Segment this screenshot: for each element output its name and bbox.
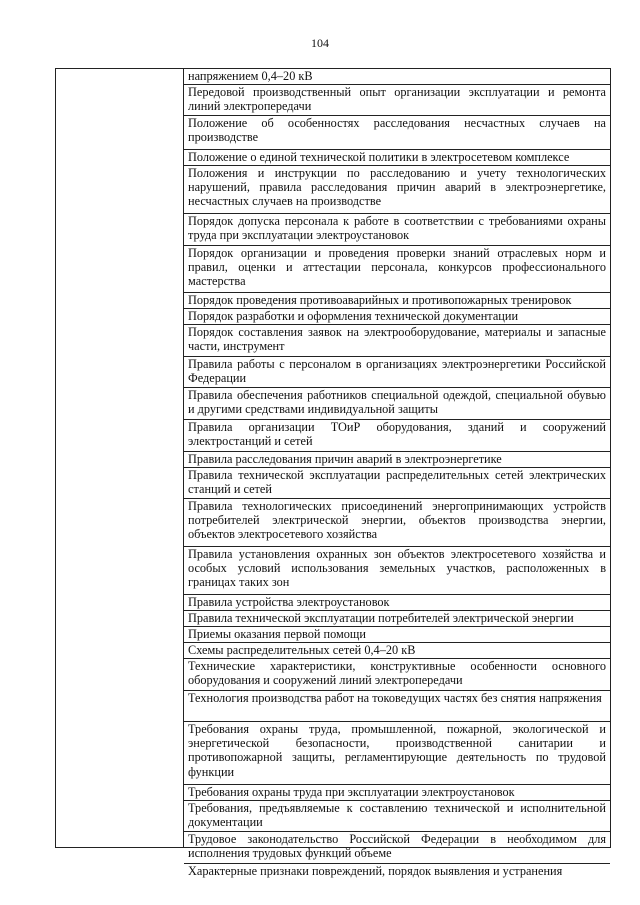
row-text: Положение о единой технической политики в электросетевом комплексе (188, 150, 570, 164)
row-text: Приемы оказания первой помощи (188, 627, 366, 641)
row-text: Требования, предъявляемые к составлению технической и исполнительной документации (188, 801, 606, 830)
table-row (184, 611, 610, 627)
row-text: напряжением 0,4–20 кВ (188, 69, 313, 83)
table-row (184, 452, 610, 468)
table-row (184, 722, 610, 785)
row-text: Технические характеристики, конструктивные особенности основного оборудования и сооружений линий электропередачи (188, 659, 606, 688)
table-row (184, 116, 610, 150)
row-text: Характерные признаки повреждений, порядок выявления и устранения (188, 864, 563, 878)
table-row (184, 293, 610, 309)
table-rows (184, 69, 610, 880)
table-row (184, 801, 610, 832)
row-text: Правила обеспечения работников специальной одеждой, специальной обувью и другими средствами индивидуальной защиты (188, 388, 606, 417)
row-text: Схемы распределительных сетей 0,4–20 кВ (188, 643, 416, 657)
table-row (184, 85, 610, 116)
table-row (184, 388, 610, 420)
table-label-column (56, 69, 184, 847)
knowledge-table (55, 68, 611, 878)
row-text: Правила технологических присоединений энергопринимающих устройств потребителей электрической энергии, объектов производства энергии, объектов электросетевого хозяйства (188, 499, 606, 542)
table-row (184, 166, 610, 214)
table-row (184, 499, 610, 547)
table-row (184, 547, 610, 595)
row-text: Правила технической эксплуатации потребителей электрической энергии (188, 611, 574, 625)
table-row (184, 246, 610, 293)
table-row (184, 69, 610, 85)
table-row (184, 627, 610, 643)
row-text: Передовой производственный опыт организации эксплуатации и ремонта линий электропередачи (188, 85, 606, 114)
row-text: Порядок организации и проведения проверки знаний отраслевых норм и правил, оценки и аттестации персонала, конкурсов профессионального мастерства (188, 246, 606, 289)
row-text: Трудовое законодательство Российской Федерации в необходимом для исполнения трудовых функций объеме (188, 832, 606, 861)
table-row (184, 864, 610, 880)
table-row (184, 214, 610, 246)
table-row (184, 643, 610, 659)
row-text: Правила расследования причин аварий в электроэнергетике (188, 452, 502, 466)
table-row (184, 785, 610, 801)
table-row (184, 595, 610, 611)
row-text: Правила работы с персоналом в организациях электроэнергетики Российской Федерации (188, 357, 606, 386)
table-row (184, 832, 610, 864)
row-text: Порядок разработки и оформления технической документации (188, 309, 519, 323)
table-row (184, 420, 610, 452)
row-text: Правила организации ТОиР оборудования, зданий и сооружений электростанций и сетей (188, 420, 606, 449)
row-text: Положение об особенностях расследования несчастных случаев на производстве (188, 116, 606, 145)
table-row (184, 325, 610, 357)
row-text: Правила технической эксплуатации распределительных сетей электрических станций и сетей (188, 468, 606, 497)
row-text: Технология производства работ на токоведущих частях без снятия напряжения (188, 691, 602, 705)
table-row (184, 468, 610, 499)
row-text: Правила установления охранных зон объектов электросетевого хозяйства и особых условий использования земельных участков, расположенных в границах таких зон (188, 547, 606, 590)
row-text: Порядок допуска персонала к работе в соответствии с требованиями охраны труда при эксплуатации электроустановок (188, 214, 606, 243)
table-row (184, 309, 610, 325)
row-text: Требования охраны труда при эксплуатации электроустановок (188, 785, 515, 799)
row-text: Правила устройства электроустановок (188, 595, 390, 609)
page-number: 104 (311, 36, 329, 50)
table-row (184, 659, 610, 691)
table-row (184, 691, 610, 722)
row-text: Порядок составления заявок на электрооборудование, материалы и запасные части, инструмент (188, 325, 606, 354)
row-text: Положения и инструкции по расследованию и учету технологических нарушений, правила расследования причин аварий в электроэнергетике, несчастных случаев на производстве (188, 166, 606, 209)
row-text: Порядок проведения противоаварийных и противопожарных тренировок (188, 293, 572, 307)
table-row (184, 357, 610, 388)
row-text: Требования охраны труда, промышленной, пожарной, экологической и энергетической безопасности, производственной санитарии и противопожарной защиты, регламентирующие деятельность по трудовой функции (188, 722, 606, 779)
table-row (184, 150, 610, 166)
